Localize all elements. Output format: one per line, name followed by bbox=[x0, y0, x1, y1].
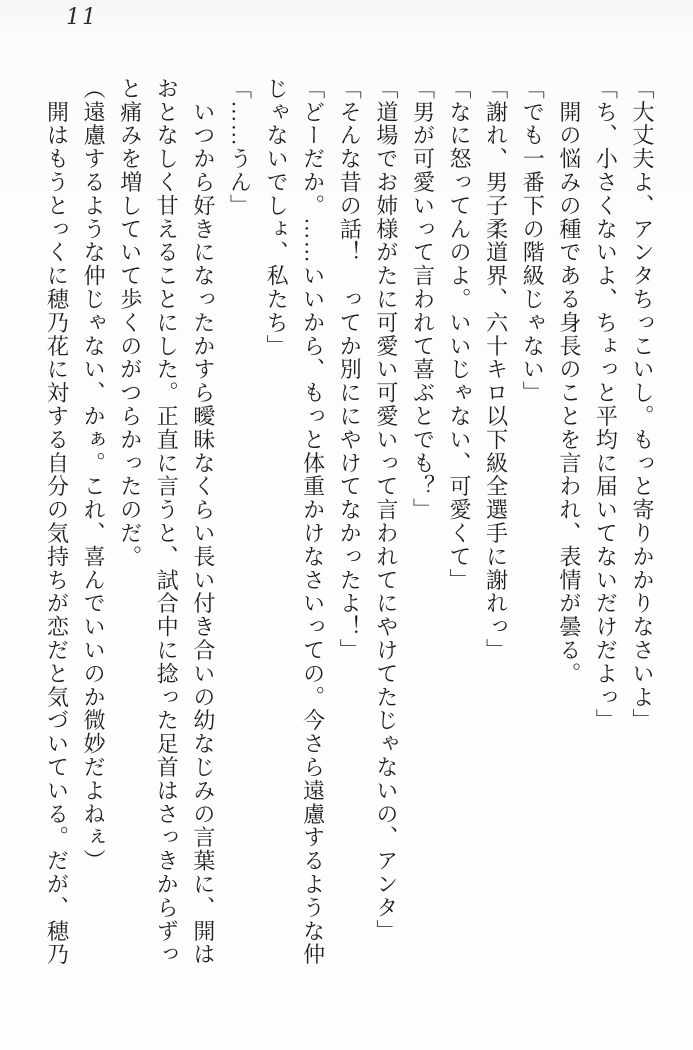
text-line: 「ち、小さくないよ、ちょっと平均に届いてないだけだよっ」 bbox=[593, 77, 619, 733]
text-line: 「どーだか。……いいから、もっと体重かけなさいっての。今さら遠慮するような仲 bbox=[300, 77, 326, 967]
text-line: （遠慮するような仲じゃない、かぁ。これ、喜んでいいのか微妙だよねぇ） bbox=[81, 77, 107, 873]
text-line: 「大丈夫よ、アンタちっこいし。もっと寄りかかりなさいよ」 bbox=[630, 77, 655, 733]
text-line: と痛みを増していて歩くのがつらかったのだ。 bbox=[117, 77, 143, 569]
text-line: 「男が可愛いって言われて喜ぶとでも？」 bbox=[410, 77, 436, 522]
page-number: 11 bbox=[66, 5, 98, 30]
text-line: いつから好きになったかすら曖昧なくらい長い付き合いの幼なじみの言葉に、開は bbox=[190, 77, 216, 967]
text-line: 開はもうとっくに穂乃花に対する自分の気持ちが恋だと気づいている。だが、穂乃 bbox=[44, 77, 70, 967]
text-line: 「道場でお姉様がたに可愛い可愛いって言われてにやけてたじゃないの、アンタ」 bbox=[373, 77, 399, 943]
text-line: じゃないでしょ、私たち」 bbox=[264, 77, 290, 358]
text-line: 「謝れ、男子柔道界、六十キロ以下級全選手に謝れっ」 bbox=[483, 77, 509, 662]
text-line: 「……うん」 bbox=[227, 77, 253, 218]
text-line: 「そんな昔の話！ ってか別ににやけてなかったよ！」 bbox=[337, 77, 363, 662]
text-line: 「でも一番下の階級じゃない」 bbox=[520, 77, 546, 405]
text-line: 「なに怒ってんのよ。いいじゃない、可愛くて」 bbox=[447, 77, 473, 592]
text-line: おとなしく甘えることにした。正直に言うと、試合中に捻った足首はさっきからずっ bbox=[154, 77, 180, 967]
body-text bbox=[38, 77, 660, 970]
text-line: 開の悩みの種である身長のことを言われ、表情が曇る。 bbox=[556, 77, 582, 686]
